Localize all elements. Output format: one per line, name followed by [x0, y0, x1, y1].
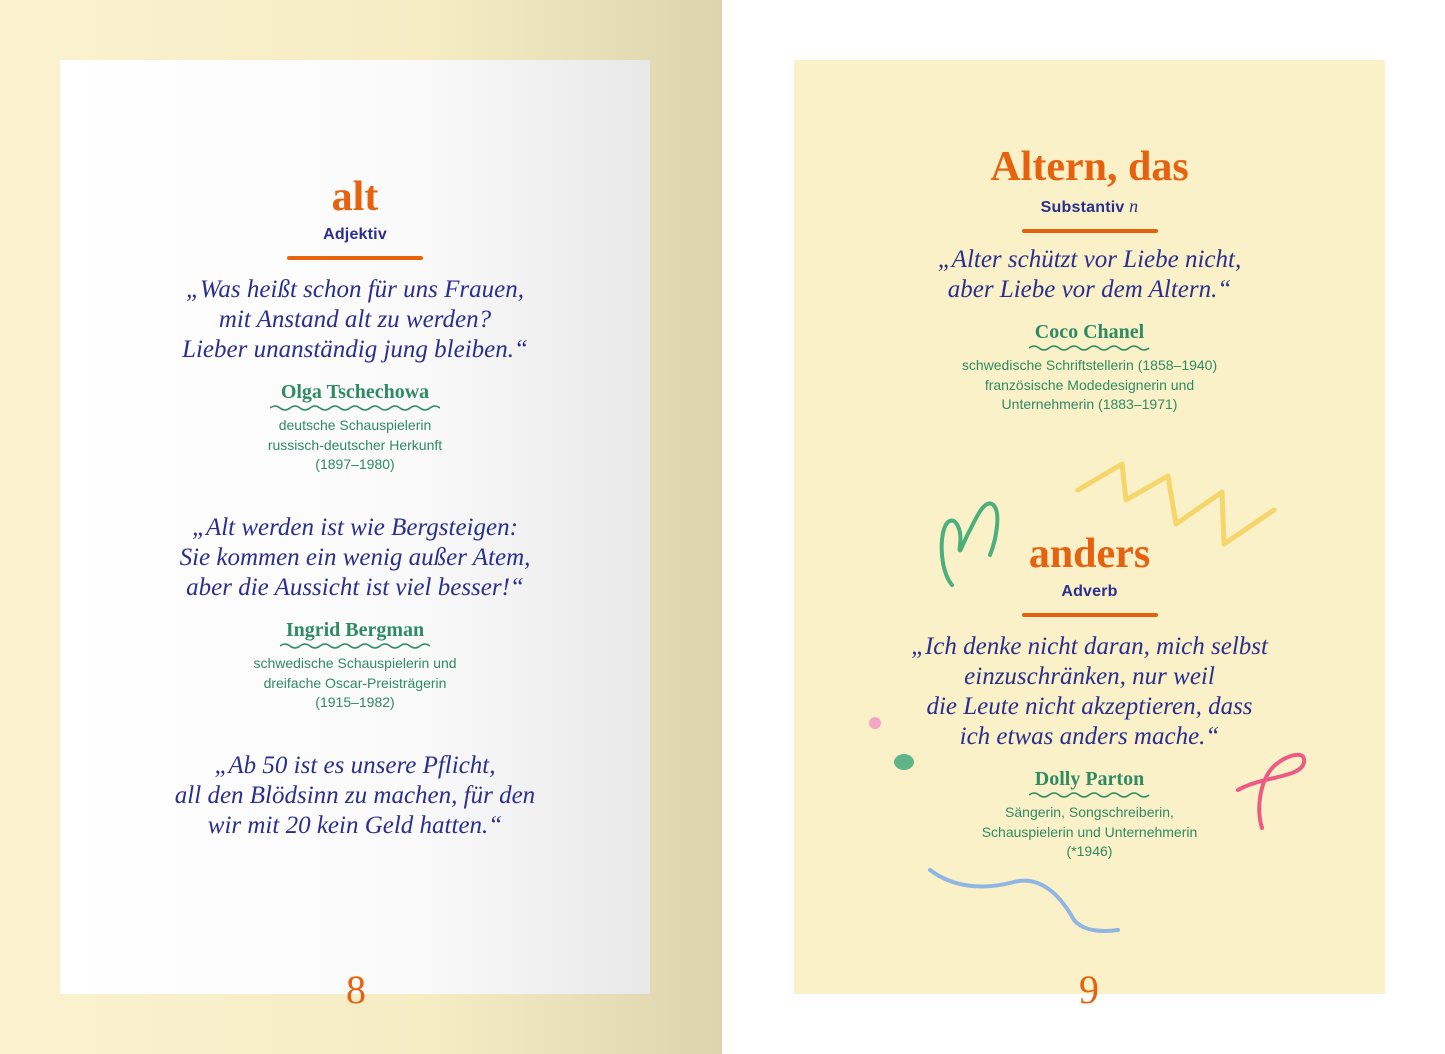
quote-block-altern: [794, 245, 1385, 415]
quote-author: Coco Chanel: [1034, 321, 1145, 343]
headword: Altern, das: [990, 144, 1189, 190]
quote-author: Olga Tschechowa: [280, 381, 430, 403]
quote-text: „Alt werden ist wie Bergsteigen: Sie kommen ein wenig außer Atem, aber die Aussicht ist viel besser!“: [179, 514, 531, 601]
headword: alt: [331, 174, 379, 220]
author-wave-underline: [280, 642, 430, 650]
quote-text: „Ich denke nicht daran, mich selbst einzuschränken, nur weil die Leute nicht akzeptieren, dass ich etwas anders mache.“: [911, 633, 1268, 750]
headword: anders: [1028, 531, 1151, 577]
page-number: 8: [346, 967, 366, 1012]
author-wave-underline: [270, 404, 440, 412]
quote-author: Ingrid Bergman: [285, 619, 425, 641]
entry-anders: [794, 533, 1385, 617]
quote-author-description: Sängerin, Songschreiberin, Schauspielerin und Unternehmerin (*1946): [981, 804, 1198, 859]
quote-author: Dolly Parton: [1034, 768, 1145, 790]
part-of-speech-label: Substantiv: [1040, 199, 1125, 216]
part-of-speech: Adverb: [1061, 583, 1118, 600]
part-of-speech: [794, 196, 1385, 217]
headword-underline: [1022, 229, 1158, 233]
part-of-speech: Adjektiv: [323, 226, 387, 243]
gender-marker: n: [1129, 196, 1139, 216]
quote-author-description: schwedische Schriftstellerin (1858–1940) französische Modedesignerin und Unternehmerin (1883–1971): [961, 357, 1218, 412]
quote-author-description: schwedische Schauspielerin und dreifache Oscar-Preisträgerin (1915–1982): [253, 655, 457, 710]
quote-block-2: [60, 513, 650, 713]
headword-underline: [287, 256, 423, 260]
entry-alt: [60, 176, 650, 260]
quote-text: „Ab 50 ist es unsere Pflicht, all den Blödsinn zu machen, für den wir mit 20 kein Geld hatten.“: [174, 752, 536, 839]
quote-block-3: [60, 751, 650, 841]
quote-block-anders: [794, 632, 1385, 862]
page-number: 9: [1079, 967, 1099, 1012]
left-page: [60, 60, 650, 1012]
quote-text: „Alter schützt vor Liebe nicht, aber Liebe vor dem Altern.“: [937, 246, 1242, 303]
quote-block-1: [60, 275, 650, 475]
author-wave-underline: [1029, 344, 1151, 352]
quote-author-description: deutsche Schauspielerin russisch-deutscher Herkunft (1897–1980): [267, 417, 443, 472]
quote-text: „Was heißt schon für uns Frauen, mit Anstand alt zu werden? Lieber unanständig jung bleiben.“: [182, 276, 528, 363]
blue-wave-icon: [924, 862, 1124, 942]
entry-altern: [794, 146, 1385, 233]
author-wave-underline: [1029, 791, 1151, 799]
right-page: [794, 60, 1385, 1012]
headword-underline: [1022, 613, 1158, 617]
